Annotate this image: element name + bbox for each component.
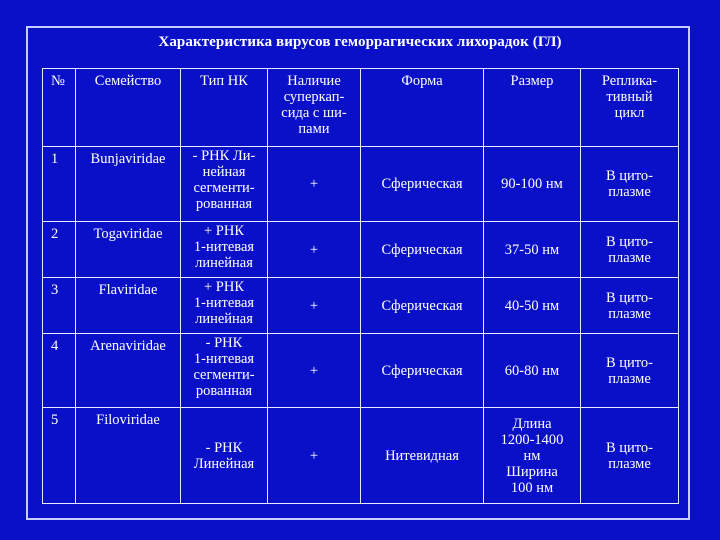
virus-table xyxy=(42,68,679,504)
cell-number: 1 xyxy=(43,147,76,222)
cell-number: 4 xyxy=(43,334,76,408)
cell-replication: В цито- плазме xyxy=(581,408,679,504)
table-row xyxy=(43,147,679,222)
cell-nucleic-acid: - РНК Линейная xyxy=(181,408,268,504)
cell-size: 90-100 нм xyxy=(484,147,581,222)
cell-family: Togaviridae xyxy=(76,222,181,278)
cell-nucleic-acid: + РНК 1-нитевая линейная xyxy=(181,278,268,334)
cell-size: 40-50 нм xyxy=(484,278,581,334)
table-row xyxy=(43,408,679,504)
cell-replication: В цито- плазме xyxy=(581,334,679,408)
cell-size: 60-80 нм xyxy=(484,334,581,408)
header-number: № xyxy=(43,69,76,147)
cell-family: Bunjaviridae xyxy=(76,147,181,222)
header-supercapsid: Наличие суперкап- сида с ши- пами xyxy=(268,69,361,147)
table-row xyxy=(43,334,679,408)
cell-shape: Нитевидная xyxy=(361,408,484,504)
cell-shape: Сферическая xyxy=(361,278,484,334)
cell-shape: Сферическая xyxy=(361,334,484,408)
cell-replication: В цито- плазме xyxy=(581,278,679,334)
cell-nucleic-acid: - РНК Ли- нейная сегменти- рованная xyxy=(181,147,268,222)
cell-replication: В цито- плазме xyxy=(581,147,679,222)
cell-nucleic-acid: - РНК 1-нитевая сегменти- рованная xyxy=(181,334,268,408)
cell-family: Flaviridae xyxy=(76,278,181,334)
cell-size: Длина 1200-1400 нм Ширина 100 нм xyxy=(484,408,581,504)
cell-number: 5 xyxy=(43,408,76,504)
slide-title: Характеристика вирусов геморрагических лихорадок (ГЛ) xyxy=(158,34,562,50)
cell-replication: В цито- плазме xyxy=(581,222,679,278)
cell-number: 3 xyxy=(43,278,76,334)
table-row xyxy=(43,278,679,334)
cell-supercapsid: + xyxy=(268,222,361,278)
cell-supercapsid: + xyxy=(268,147,361,222)
cell-size: 37-50 нм xyxy=(484,222,581,278)
table-header-row xyxy=(43,69,679,147)
cell-supercapsid: + xyxy=(268,408,361,504)
header-nucleic-acid: Тип НК xyxy=(181,69,268,147)
cell-nucleic-acid: + РНК 1-нитевая линейная xyxy=(181,222,268,278)
table-row xyxy=(43,222,679,278)
cell-shape: Сферическая xyxy=(361,222,484,278)
cell-family: Filoviridae xyxy=(76,408,181,504)
cell-supercapsid: + xyxy=(268,278,361,334)
cell-supercapsid: + xyxy=(268,334,361,408)
header-size: Размер xyxy=(484,69,581,147)
header-family: Семейство xyxy=(76,69,181,147)
cell-number: 2 xyxy=(43,222,76,278)
cell-shape: Сферическая xyxy=(361,147,484,222)
header-replication: Реплика- тивный цикл xyxy=(581,69,679,147)
header-shape: Форма xyxy=(361,69,484,147)
cell-family: Arenaviridae xyxy=(76,334,181,408)
